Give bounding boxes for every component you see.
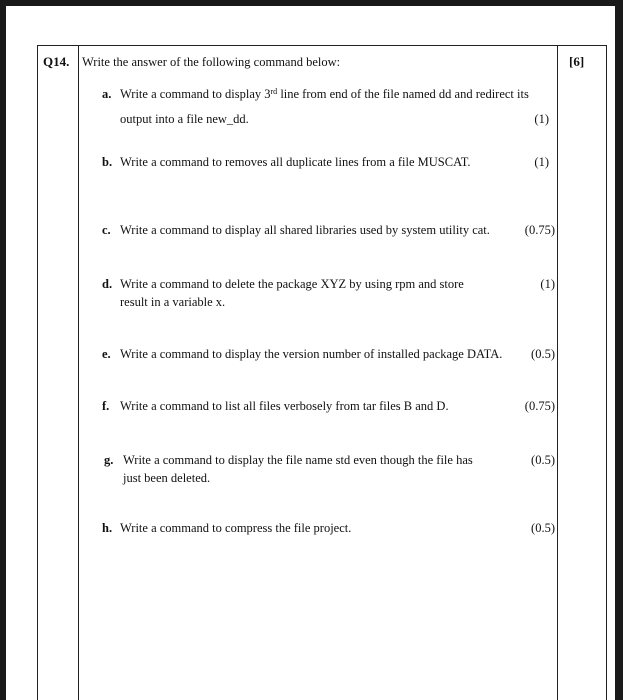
item-d-text: Write a command to delete the package XYZ by using rpm and store (120, 277, 464, 291)
item-h-letter: h. (102, 521, 113, 535)
item-h-text: Write a command to compress the file project. (120, 521, 352, 535)
marks-column-rule-left (557, 45, 558, 700)
table-left-rule (37, 45, 38, 700)
item-c-marks: (0.75) (524, 223, 555, 237)
item-e-marks: (0.5) (531, 347, 555, 361)
item-b-text: Write a command to removes all duplicate lines from a file MUSCAT. (120, 155, 471, 169)
item-d-text-line2: result in a variable x. (120, 295, 226, 309)
page-border-right (615, 0, 623, 700)
item-f-marks: (0.75) (524, 399, 555, 413)
item-g-letter: g. (104, 453, 114, 467)
item-b-letter: b. (102, 155, 113, 169)
page-border-top (0, 0, 623, 6)
item-e-text: Write a command to display the version number of installed package DATA. (120, 347, 503, 361)
table-top-rule (37, 45, 607, 46)
item-d-marks: (1) (540, 277, 555, 291)
question-prompt: Write the answer of the following command below: (82, 55, 341, 69)
item-c-letter: c. (102, 223, 111, 237)
item-f-letter: f. (102, 399, 110, 413)
item-a-marks: (1) (534, 112, 549, 126)
item-a-text: Write a command to display 3rd line from end of the file named dd and redirect its (120, 87, 529, 101)
item-c-text: Write a command to display all shared libraries used by system utility cat. (120, 223, 490, 237)
item-f-text: Write a command to list all files verbosely from tar files B and D. (120, 399, 449, 413)
item-g-text-line2: just been deleted. (123, 471, 211, 485)
question-number-column-rule (78, 45, 79, 700)
item-g-marks: (0.5) (531, 453, 555, 467)
item-a-text-line2: output into a file new_dd. (120, 112, 249, 126)
page-border-left (0, 0, 6, 700)
question-number: Q14. (43, 54, 70, 69)
item-e-letter: e. (102, 347, 111, 361)
question-total-marks: [6] (569, 54, 585, 69)
table-right-rule (606, 45, 607, 700)
item-h-marks: (0.5) (531, 521, 555, 535)
item-g-text: Write a command to display the file name std even though the file has (123, 453, 473, 467)
item-a-letter: a. (102, 87, 112, 101)
item-d-letter: d. (102, 277, 113, 291)
item-b-marks: (1) (534, 155, 549, 169)
